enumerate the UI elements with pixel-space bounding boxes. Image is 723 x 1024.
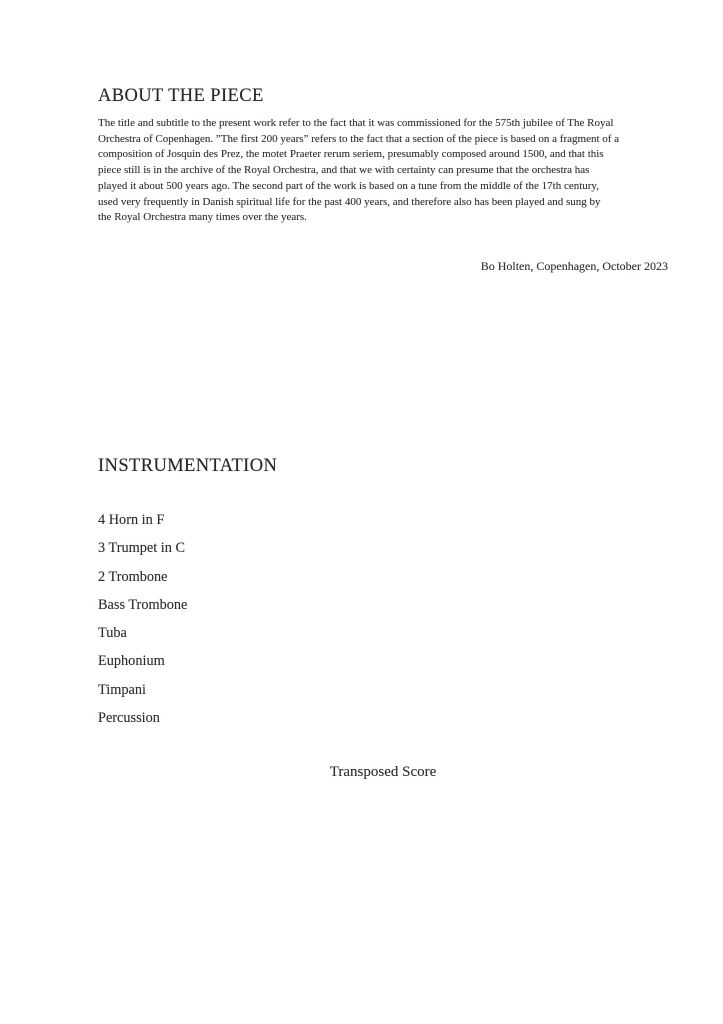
- instrumentation-heading: INSTRUMENTATION: [98, 456, 278, 476]
- score-type-label: Transposed Score: [329, 764, 437, 780]
- instrument-item: Euphonium: [98, 653, 165, 670]
- paragraph-line: The title and subtitle to the present work refer to the fact that it was commissioned for the 575th jubilee of The Royal: [98, 117, 614, 129]
- paragraph-line: played it about 500 years ago. The second part of the work is based on a tune from the middle of the 17th century,: [98, 179, 599, 192]
- instrument-list: [98, 506, 187, 732]
- instrument-item: 4 Horn in F: [98, 512, 165, 528]
- about-heading: ABOUT THE PIECE: [98, 86, 264, 106]
- paragraph-line: piece still is in the archive of the Royal Orchestra, and that we with certainty can presume that the orchestra has: [98, 164, 590, 177]
- about-paragraph: [98, 116, 673, 226]
- paragraph-line: used very frequently in Danish spiritual life for the past 400 years, and therefore also has been played and sung by: [98, 195, 601, 208]
- paragraph-line: the Royal Orchestra many times over the years.: [98, 211, 307, 224]
- instrument-item: 3 Trumpet in C: [98, 540, 185, 557]
- instrument-item: Bass Trombone: [98, 596, 188, 613]
- instrument-item: 2 Trombone: [98, 568, 168, 585]
- instrument-item: Percussion: [98, 710, 160, 727]
- instrument-item: Tuba: [98, 625, 127, 642]
- paragraph-line: Orchestra of Copenhagen. ”The first 200 years” refers to the fact that a section of the piece is based on a fragment of a: [98, 132, 620, 145]
- instrument-item: Timpani: [98, 681, 146, 698]
- attribution-line: Bo Holten, Copenhagen, October 2023: [480, 259, 668, 273]
- paragraph-line: composition of Josquin des Prez, the motet Praeter rerum seriem, presumably composed around 1500, and that this: [98, 148, 604, 161]
